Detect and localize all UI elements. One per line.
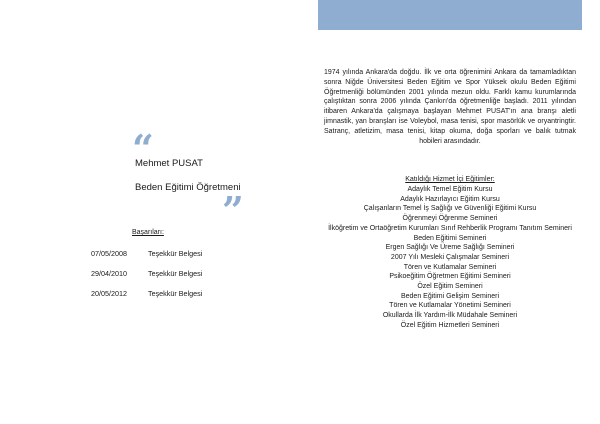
training-item: Okullarda İlk Yardım-İlk Müdahale Semineri: [382, 312, 518, 320]
achievement-label: Teşekkür Belgesi: [148, 289, 203, 298]
training-item: Psikoeğitim Öğretmen Eğitimi Semineri: [389, 273, 511, 281]
training-item: Beden Eğitimi Semineri: [413, 234, 487, 242]
trainings-list: [322, 185, 578, 331]
training-item: Tören ve Kutlamalar Yönetimi Semineri: [389, 302, 511, 310]
achievement-date: 20/05/2012: [91, 289, 127, 298]
achievement-item: [91, 249, 202, 269]
training-item: Tören ve Kutlamalar Semineri: [403, 263, 497, 271]
achievement-date: 29/04/2010: [91, 269, 127, 278]
trainings-heading: Katıldığı Hizmet İçi Eğitimler:: [405, 176, 495, 183]
training-item: Ergen Sağlığı Ve Üreme Sağlığı Semineri: [385, 244, 515, 252]
header-accent-bar: [318, 0, 582, 30]
training-item: Çalışanların Temel İş Sağlığı ve Güvenliği Eğitimi Kursu: [363, 205, 537, 213]
training-item: Özel Eğitim Semineri: [417, 283, 483, 291]
training-item: Adaylık Hazırlayıcı Eğitim Kursu: [400, 195, 500, 203]
opening-quote-mark: “: [132, 126, 154, 171]
training-item: Özel Eğitim Hizmetleri Semineri: [400, 321, 500, 329]
achievement-label: Teşekkür Belgesi: [148, 249, 203, 258]
training-item: 2007 Yılı Mesleki Çalışmalar Semineri: [390, 253, 510, 261]
biography-paragraph: 1974 yılında Ankara'da doğdu. İlk ve orta öğrenimini Ankara da tamamladıktan sonra Niğde Üniversitesi Beden Eğitim ve Spor Yüksek okulu Beden Eğitimi Öğretmenliği bölümünden 2001 yılında mezun oldu. Farklı kamu kurumlarında çalıştıktan sonra 2006 yılında Çankırı'da öğretmenliğe başladı. 2011 yılından itibaren Ankara'da çalışmaya başlayan Mehmet PUSAT'ın ana branşı aletli jimnastik, yan branşları ise Voleybol, masa tenisi, spor masörlük ve oryantringtir. Satranç, atletizim, masa tenisi, kitap okuma, doğa sporları ve balık tutmak hobileri arasındadır.: [324, 69, 576, 145]
person-name: Mehmet PUSAT: [135, 158, 203, 169]
achievement-item: [91, 269, 202, 289]
training-item: Adaylık Temel Eğitim Kursu: [407, 186, 493, 193]
closing-quote-mark: ”: [222, 188, 244, 233]
achievements-list: [91, 249, 202, 309]
training-item: Beden Eğitimi Gelişim Semineri: [400, 292, 500, 300]
achievements-heading: Başarıları:: [132, 229, 164, 236]
achievement-item: [91, 289, 202, 309]
person-title: Beden Eğitimi Öğretmeni: [135, 182, 241, 193]
training-item: Öğrenmeyi Öğrenme Semineri: [402, 215, 498, 223]
achievement-date: 07/05/2008: [91, 249, 127, 258]
training-item: İlköğretim ve Ortaöğretim Kurumları Sınıf Rehberlik Programı Tanıtım Semineri: [328, 224, 572, 232]
achievement-label: Teşekkür Belgesi: [148, 269, 203, 278]
